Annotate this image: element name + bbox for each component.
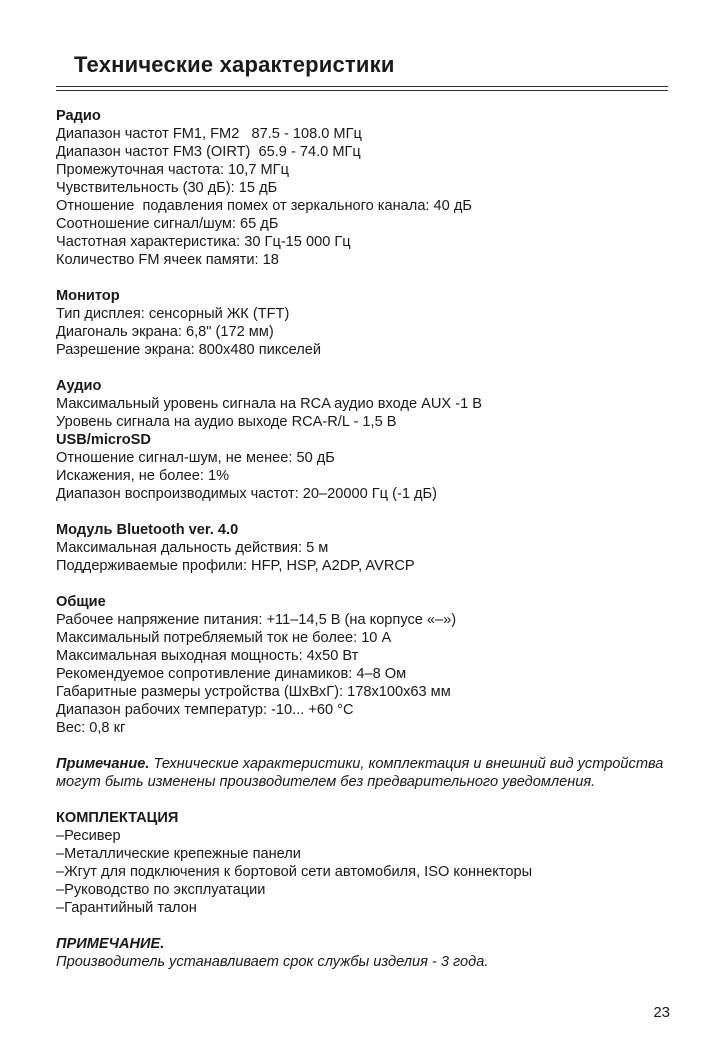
spec-line: Диагональ экрана: 6,8" (172 мм) [56, 324, 274, 340]
spec-line: Соотношение сигнал/шум: 65 дБ [56, 216, 279, 232]
spec-line: Максимальная выходная мощность: 4х50 Вт [56, 648, 359, 664]
final-note-label: ПРИМЕЧАНИЕ. [56, 936, 165, 952]
spec-line: Поддерживаемые профили: HFP, HSP, A2DP, AVRCP [56, 558, 415, 574]
spec-line: Частотная характеристика: 30 Гц-15 000 Гц [56, 234, 351, 250]
spec-line: Разрешение экрана: 800х480 пикселей [56, 342, 322, 358]
title-rule-top [56, 86, 668, 87]
kit-item: –Жгут для подключения к бортовой сети автомобиля, ISO коннекторы [56, 864, 533, 880]
spec-line: Диапазон частот FM3 (OIRT) 65.9 - 74.0 МГц [56, 144, 361, 160]
audio-section [56, 377, 686, 503]
note-paragraph [56, 755, 686, 791]
section-heading: Модуль Bluetooth ver. 4.0 [56, 522, 239, 538]
spec-line: Диапазон частот FM1, FM2 87.5 - 108.0 МГц [56, 126, 362, 142]
kit-item: –Руководство по эксплуатации [56, 882, 266, 898]
spec-line: Искажения, не более: 1% [56, 468, 230, 484]
spec-line: Диапазон воспроизводимых частот: 20–20000 Гц (-1 дБ) [56, 486, 437, 502]
spec-line: Габаритные размеры устройства (ШхВхГ): 178х100х63 мм [56, 684, 451, 700]
spec-line: Отношение подавления помех от зеркального канала: 40 дБ [56, 198, 472, 214]
monitor-section [56, 287, 686, 359]
general-section [56, 593, 686, 737]
spec-line: Уровень сигнала на аудио выходе RCA-R/L - 1,5 В [56, 414, 397, 430]
section-heading: Радио [56, 108, 101, 124]
section-heading: Монитор [56, 288, 120, 304]
kit-item: –Металлические крепежные панели [56, 846, 301, 862]
spec-line: Чувствительность (30 дБ): 15 дБ [56, 180, 278, 196]
spec-line: Тип дисплея: сенсорный ЖК (TFT) [56, 306, 290, 322]
spec-line: Рабочее напряжение питания: +11–14,5 В (на корпусе «–») [56, 612, 457, 628]
section-heading: Общие [56, 594, 106, 610]
spec-line: Максимальный потребляемый ток не более: 10 А [56, 630, 392, 646]
spec-line: Количество FM ячеек памяти: 18 [56, 252, 279, 268]
service-life-note [56, 935, 686, 971]
note-text: Технические характеристики, комплектация и внешний вид устройства могут быть изменены производителем без предварительного уведомления. [56, 756, 664, 790]
spec-line: Отношение сигнал-шум, не менее: 50 дБ [56, 450, 335, 466]
note-label: Примечание. [56, 756, 150, 772]
section-heading: КОМПЛЕКТАЦИЯ [56, 810, 179, 826]
kit-item: –Ресивер [56, 828, 121, 844]
spec-line: Промежуточная частота: 10,7 МГц [56, 162, 289, 178]
final-note-text: Производитель устанавливает срок службы изделия - 3 года. [56, 954, 489, 970]
section-subheading: USB/microSD [56, 432, 151, 448]
spec-line: Вес: 0,8 кг [56, 720, 126, 736]
page-number: 23 [653, 1004, 670, 1021]
title-rule-bottom [56, 90, 668, 91]
spec-line: Максимальная дальность действия: 5 м [56, 540, 329, 556]
section-heading: Аудио [56, 378, 102, 394]
radio-section [56, 107, 686, 269]
spec-line: Максимальный уровень сигнала на RCA аудио входе AUX -1 В [56, 396, 482, 412]
kit-section [56, 809, 686, 917]
kit-item: –Гарантийный талон [56, 900, 197, 916]
bluetooth-section [56, 521, 686, 575]
page-title: Технические характеристики [74, 52, 395, 77]
spec-line: Рекомендуемое сопротивление динамиков: 4–8 Ом [56, 666, 407, 682]
spec-line: Диапазон рабочих температур: -10... +60 °С [56, 702, 354, 718]
spec-content [56, 107, 686, 971]
